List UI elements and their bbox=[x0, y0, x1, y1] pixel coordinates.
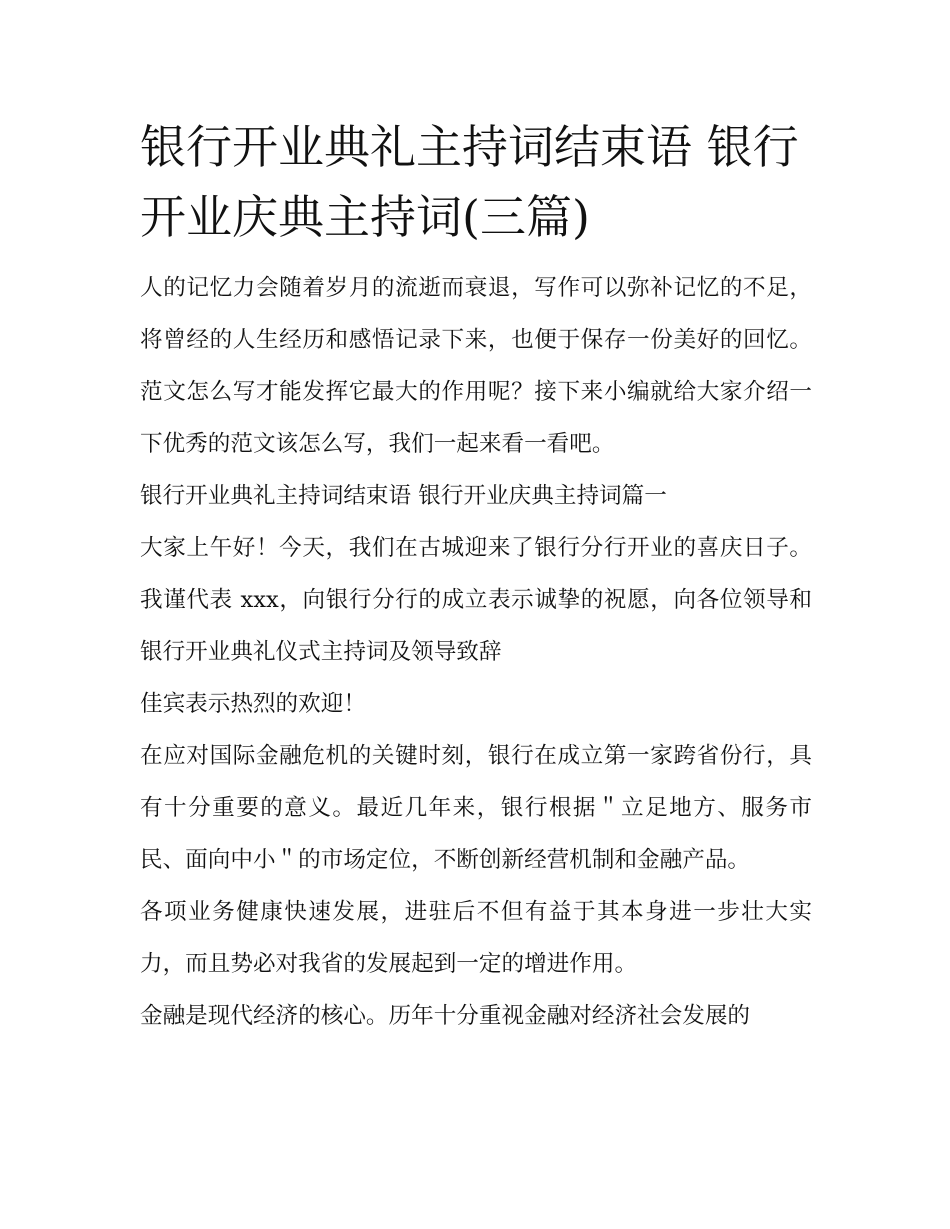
section-heading: 银行开业典礼主持词结束语 银行开业庆典主持词篇一 bbox=[140, 483, 667, 509]
body-paragraph: 金融是现代经济的核心。历年十分重视金融对经济社会发展的 bbox=[140, 1003, 751, 1029]
body-paragraph: 大家上午好！今天，我们在古城迎来了银行分行开业的喜庆日子。我谨代表 xxx，向银行分行的成立表示诚挚的祝愿，向各位领导和银行开业典礼仪式主持词及领导致辞 bbox=[140, 535, 812, 665]
document-title: 银行开业典礼主持词结束语 银行开业庆典主持词(三篇) bbox=[140, 120, 799, 244]
body-paragraph: 各项业务健康快速发展，进驻后不但有益于其本身进一步壮大实力，而且势必对我省的发展起到一定的增进作用。 bbox=[140, 899, 812, 977]
body-paragraph: 佳宾表示热烈的欢迎！ bbox=[140, 691, 366, 717]
intro-paragraph: 人的记忆力会随着岁月的流逝而衰退，写作可以弥补记忆的不足，将曾经的人生经历和感悟记录下来，也便于保存一份美好的回忆。范文怎么写才能发挥它最大的作用呢？接下来小编就给大家介绍一下优秀的范文该怎么写，我们一起来看一看吧。 bbox=[140, 275, 812, 457]
document-body bbox=[140, 112, 812, 1042]
body-paragraph: 在应对国际金融危机的关键时刻，银行在成立第一家跨省份行，具有十分重要的意义。最近几年来，银行根据＂立足地方、服务市民、面向中小＂的市场定位，不断创新经营机制和金融产品。 bbox=[140, 743, 812, 873]
